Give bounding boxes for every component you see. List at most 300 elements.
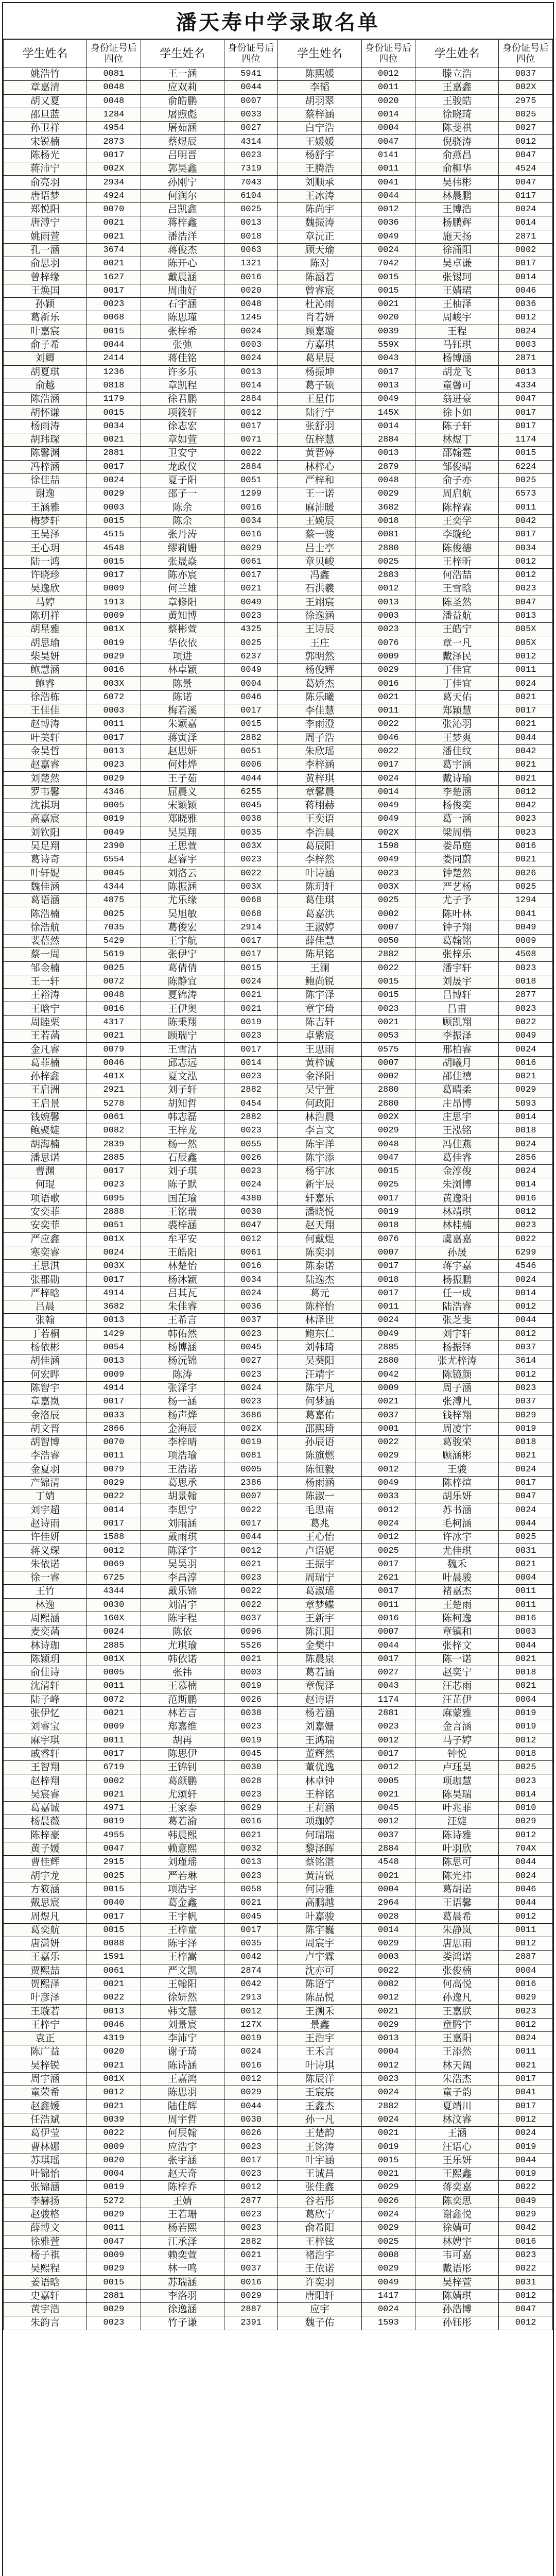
table-row [4,284,553,297]
id-last4-cell: 0024 [361,2208,415,2221]
admission-table [3,39,553,2330]
student-name-cell: 孙卫祥 [4,122,87,135]
student-name-cell: 王若珊 [141,2208,224,2221]
student-name-cell: 陈乐曦 [278,690,361,704]
table-row [4,1693,553,1706]
student-name-cell: 邱志远 [141,1056,224,1070]
id-last4-cell: 0025 [87,1869,141,1883]
student-name-cell: 邵翰霆 [415,447,499,460]
id-last4-cell: 0021 [224,1557,278,1571]
id-last4-cell: 2884 [224,460,278,473]
id-last4-cell: 0027 [224,122,278,135]
student-name-cell: 钟悦 [415,1747,499,1760]
id-last4-cell: 0021 [224,1896,278,1910]
student-name-cell: 周子浩 [278,731,361,744]
student-name-cell: 葛宇涵 [415,758,499,772]
table-row [4,2302,553,2316]
id-last4-cell: 0045 [224,1910,278,1923]
table-row [4,839,553,853]
student-name-cell: 孙钰彤 [415,2316,499,2330]
student-name-cell: 赵博涛 [4,718,87,731]
student-name-cell: 林诗珈 [4,1639,87,1652]
id-last4-cell: 0070 [87,202,141,216]
id-last4-cell: 0012 [361,1815,415,1828]
id-last4-cell: 0025 [87,907,141,921]
student-name-cell: 吴宁萱 [278,1083,361,1097]
student-name-cell: 缪莉姗 [141,541,224,555]
student-name-cell: 张尤梓涛 [415,1354,499,1368]
student-name-cell: 陈涛 [141,1368,224,1381]
student-name-cell: 王梓铭 [278,1788,361,1801]
id-last4-cell: 0024 [87,1625,141,1639]
table-row [4,1178,553,1192]
table-row [4,325,553,338]
student-name-cell: 葛诗奇 [4,853,87,867]
student-name-cell: 金海辰 [141,1422,224,1435]
student-name-cell: 尤佳琪 [415,1544,499,1557]
id-last4-cell: 6224 [499,460,553,473]
id-last4-cell: 0014 [224,379,278,392]
id-last4-cell: 0020 [361,311,415,325]
student-name-cell: 陈泰诺 [278,1260,361,1273]
id-last4-cell: 0014 [224,1056,278,1070]
id-last4-cell: 0029 [361,1124,415,1138]
id-last4-cell: 0002 [361,1070,415,1083]
student-name-cell: 胡羽翠 [278,94,361,108]
student-name-cell: 杨雨涵 [278,1476,361,1489]
id-last4-cell: 0045 [87,867,141,880]
id-last4-cell: 0023 [224,1720,278,1734]
student-name-cell: 孙浩博 [415,2302,499,2316]
table-row [4,677,553,690]
id-last4-cell: 0024 [87,1246,141,1259]
id-last4-cell: 0029 [87,2302,141,2316]
id-last4-cell: 4548 [87,541,141,555]
student-name-cell: 寒奕睿 [4,1246,87,1259]
id-last4-cell: 0049 [224,664,278,677]
student-name-cell: 陈智宇 [4,1381,87,1395]
id-last4-cell: 0017 [361,1747,415,1760]
id-last4-cell: 0061 [87,1110,141,1124]
id-last4-cell: 0021 [499,1652,553,1666]
student-name-cell: 孙刚宁 [141,176,224,189]
student-name-cell: 章修阳 [141,596,224,609]
student-name-cell: 高鹏越 [278,1896,361,1910]
student-name-cell: 黄宇浩 [4,2302,87,2316]
student-name-cell: 王佳佳 [4,704,87,717]
id-last4-cell: 0063 [224,243,278,257]
student-name-cell: 俞思羽 [4,257,87,270]
student-name-cell: 张梓文 [415,1639,499,1652]
id-last4-cell: 0023 [224,1368,278,1381]
id-last4-cell: 0025 [499,1761,553,1774]
table-row [4,487,553,501]
student-name-cell: 陈奕羽 [278,1246,361,1259]
id-last4-cell: 0017 [87,1165,141,1178]
id-last4-cell: 0047 [224,1219,278,1232]
student-name-cell: 章沅正 [278,230,361,243]
id-last4-cell: 0028 [224,1774,278,1788]
student-name-cell: 李雨澄 [278,718,361,731]
table-row [4,393,553,406]
id-last4-cell: 0021 [224,989,278,1002]
id-last4-cell: 3682 [361,501,415,514]
student-name-cell: 邵旦蓝 [4,108,87,121]
id-last4-cell: 0049 [361,393,415,406]
student-name-cell: 朱浩杰 [415,2072,499,2086]
id-last4-cell: 0007 [361,921,415,934]
id-last4-cell: 0010 [499,1802,553,1815]
student-name-cell: 胡又夏 [4,94,87,108]
student-name-cell: 吴昊翔 [141,826,224,839]
student-name-cell: 张溥凡 [415,1395,499,1409]
student-name-cell: 黄晋婷 [278,447,361,460]
id-last4-cell: 0021 [499,2059,553,2072]
id-last4-cell: 0021 [499,718,553,731]
id-last4-cell: 0020 [87,2154,141,2167]
id-last4-cell: 0032 [224,1842,278,1855]
id-last4-cell: 0015 [224,961,278,975]
student-name-cell: 王翰阳 [141,1977,224,1991]
id-last4-cell: 2882 [224,1083,278,1097]
student-name-cell: 潘思诺 [4,1151,87,1164]
table-row [4,650,553,663]
table-row [4,1896,553,1910]
table-row [4,338,553,351]
student-name-cell: 杨鹏辉 [415,216,499,230]
student-name-cell: 金凡睿 [4,1043,87,1056]
id-last4-cell: 2882 [361,2099,415,2113]
student-name-cell: 林汶睿 [415,2113,499,2126]
id-last4-cell: 0037 [499,67,553,81]
id-last4-cell: 1321 [224,257,278,270]
table-row [4,1354,553,1368]
student-name-cell: 葛倩倩 [141,961,224,975]
id-last4-cell: 1174 [361,1693,415,1706]
id-last4-cell: 0014 [499,216,553,230]
table-row [4,1124,553,1138]
student-name-cell: 戴雨琪 [141,1531,224,1544]
id-last4-cell: 0013 [499,365,553,379]
student-name-cell: 戚睿轩 [4,1747,87,1760]
id-last4-cell: 0044 [499,1639,553,1652]
header-student-name: 学生姓名 [4,40,87,67]
student-name-cell: 张泽宇 [141,1381,224,1395]
id-last4-cell: 0049 [361,2276,415,2289]
id-last4-cell: 1245 [224,311,278,325]
student-name-cell: 俞子希 [4,338,87,351]
id-last4-cell: 0027 [224,1354,278,1368]
header-student-name: 学生姓名 [278,40,361,67]
student-name-cell: 刘子琪 [141,1165,224,1178]
header-student-name: 学生姓名 [415,40,499,67]
student-name-cell: 章镇和 [415,1625,499,1639]
student-name-cell: 葛晴柔 [415,1083,499,1097]
student-name-cell: 谢逸 [4,487,87,501]
student-name-cell: 刘顺承 [278,176,361,189]
id-last4-cell: 0029 [361,1449,415,1463]
id-last4-cell: 0025 [361,1544,415,1557]
id-last4-cell: 7043 [224,176,278,189]
id-last4-cell: 0028 [361,1910,415,1923]
id-last4-cell: 0047 [87,1842,141,1855]
id-last4-cell: 0021 [224,582,278,596]
student-name-cell: 章如萱 [141,433,224,447]
id-last4-cell: 0015 [361,1165,415,1178]
id-last4-cell: 0058 [224,1883,278,1896]
id-last4-cell: 0011 [87,1449,141,1463]
student-name-cell: 王乐妍 [415,2154,499,2167]
student-name-cell: 吕其瓦 [141,1286,224,1300]
id-last4-cell: 2888 [87,1205,141,1218]
table-row [4,2248,553,2262]
id-last4-cell: 0068 [224,907,278,921]
id-last4-cell: 0018 [499,975,553,988]
id-last4-cell: 0021 [499,1557,553,1571]
id-last4-cell: 0048 [87,94,141,108]
table-row [4,718,553,731]
student-name-cell: 陈叶林 [415,907,499,921]
id-last4-cell: 005X [499,623,553,636]
table-row [4,1856,553,1869]
id-last4-cell: 0022 [224,1585,278,1598]
id-last4-cell: 2885 [87,1639,141,1652]
id-last4-cell: 0023 [499,1774,553,1788]
id-last4-cell: 2873 [87,135,141,148]
id-last4-cell: 0044 [499,1856,553,1869]
student-name-cell: 许奕羽 [278,2276,361,2289]
id-last4-cell: 0017 [224,935,278,948]
student-name-cell: 童馨可 [415,379,499,392]
id-last4-cell: 1179 [87,393,141,406]
id-last4-cell: 0048 [87,81,141,94]
id-last4-cell: 0046 [499,284,553,297]
student-name-cell: 陈奕思 [415,2194,499,2208]
id-last4-cell: 0024 [499,1138,553,1151]
student-name-cell: 严应鑫 [4,1232,87,1246]
student-name-cell: 朱浏博 [415,1178,499,1192]
table-row [4,853,553,867]
id-last4-cell: 0030 [224,2113,278,2126]
student-name-cell: 何政阳 [278,1097,361,1110]
table-row [4,1327,553,1341]
student-name-cell: 蒋俊杰 [141,243,224,257]
id-last4-cell: 0072 [87,975,141,988]
student-name-cell: 王振宇 [278,1557,361,1571]
id-last4-cell: 0016 [499,1056,553,1070]
id-last4-cell: 0021 [224,1828,278,1842]
table-row [4,298,553,311]
student-name-cell: 吕凯鑫 [141,202,224,216]
student-name-cell: 葛骏荣 [415,1435,499,1449]
id-last4-cell: 4319 [87,2032,141,2045]
student-name-cell: 马子婷 [415,1734,499,1747]
student-name-cell: 王启景 [4,1097,87,1110]
id-last4-cell: 6725 [87,1571,141,1584]
id-last4-cell: 0019 [224,1435,278,1449]
table-row [4,135,553,148]
id-last4-cell: 0005 [224,1463,278,1476]
id-last4-cell: 2882 [224,731,278,744]
student-name-cell: 陆浩睿 [415,1300,499,1314]
id-last4-cell: 1417 [361,2289,415,2302]
table-row [4,1219,553,1232]
id-last4-cell: 0012 [499,555,553,568]
id-last4-cell: 0011 [499,2045,553,2059]
id-last4-cell: 0044 [224,81,278,94]
id-last4-cell: 0018 [499,1435,553,1449]
student-name-cell: 葛俊宏 [141,921,224,934]
id-last4-cell: 0025 [361,894,415,907]
student-name-cell: 杨振铎 [415,1341,499,1354]
id-last4-cell: 0024 [224,2045,278,2059]
student-name-cell: 叶嘉骏 [278,1910,361,1923]
id-last4-cell: 0024 [361,1314,415,1327]
student-name-cell: 王思淇 [4,1260,87,1273]
id-last4-cell: 2884 [224,393,278,406]
table-row [4,270,553,284]
id-last4-cell: 0051 [87,1219,141,1232]
id-last4-cell: 0016 [224,2276,278,2289]
student-name-cell: 王泓铭 [415,1124,499,1138]
table-row [4,94,553,108]
header-id-last4: 身份证号后四位 [361,40,415,67]
id-last4-cell: 0016 [224,1815,278,1828]
id-last4-cell: 0029 [87,1476,141,1489]
student-name-cell: 陈婧琪 [415,2289,499,2302]
id-last4-cell: 0021 [499,772,553,785]
student-name-cell: 宋锐楠 [4,135,87,148]
student-name-cell: 蔡一骏 [278,528,361,541]
student-name-cell: 俞柳华 [415,162,499,176]
id-last4-cell: 0029 [87,487,141,501]
id-last4-cell: 0016 [87,664,141,677]
student-name-cell: 唐溥宁 [4,216,87,230]
student-name-cell: 王子茹 [141,772,224,785]
table-row [4,1571,553,1584]
student-name-cell: 黄梓琪 [278,772,361,785]
student-name-cell: 陈余 [141,501,224,514]
id-last4-cell: 0043 [361,1680,415,1693]
id-last4-cell: 0012 [499,1937,553,1950]
student-name-cell: 何宏晔 [4,1368,87,1381]
table-row [4,1747,553,1760]
student-name-cell: 高嘉宸 [4,812,87,826]
student-name-cell: 王若菡 [4,1029,87,1043]
id-last4-cell: 0061 [224,555,278,568]
id-last4-cell: 0011 [499,501,553,514]
id-last4-cell: 0022 [361,1964,415,1977]
id-last4-cell: 0024 [224,1381,278,1395]
id-last4-cell: 0019 [361,1205,415,1218]
student-name-cell: 陈诗雅 [415,1828,499,1842]
student-name-cell: 卫安宁 [141,447,224,460]
id-last4-cell: 0017 [87,731,141,744]
id-last4-cell: 2934 [87,176,141,189]
student-name-cell: 董优逸 [278,1761,361,1774]
id-last4-cell: 0047 [499,1490,553,1503]
student-name-cell: 朱佳睿 [141,1300,224,1314]
id-last4-cell: 0081 [361,528,415,541]
student-name-cell: 王诚昌 [278,2167,361,2181]
id-last4-cell: 0017 [87,568,141,582]
student-name-cell: 陈柯逸 [415,1612,499,1625]
student-name-cell: 陈玥祥 [4,609,87,622]
id-last4-cell: 0012 [361,67,415,81]
id-last4-cell: 0049 [361,853,415,867]
id-last4-cell: 0024 [499,1043,553,1056]
id-last4-cell: 0023 [361,867,415,880]
id-last4-cell: 1429 [87,1327,141,1341]
id-last4-cell: 0023 [224,1571,278,1584]
id-last4-cell: 0016 [224,270,278,284]
table-row [4,1273,553,1286]
student-name-cell: 陈梓乔 [141,2181,224,2194]
student-name-cell: 王星伟 [278,393,361,406]
table-row [4,1314,553,1327]
table-row [4,1951,553,1964]
student-name-cell: 章贝峻 [278,555,361,568]
id-last4-cell: 6719 [87,1761,141,1774]
student-name-cell: 李韬 [278,81,361,94]
table-row [4,1029,553,1043]
id-last4-cell: 0029 [87,772,141,785]
student-name-cell: 王鸿瑞 [278,1734,361,1747]
student-name-cell: 杨一然 [141,1138,224,1151]
student-name-cell: 张俊楠 [415,1964,499,1977]
student-name-cell: 陆一鸿 [4,555,87,568]
student-name-cell: 赵嘉睿 [4,758,87,772]
id-last4-cell: 0023 [224,1869,278,1883]
id-last4-cell: 0037 [499,1341,553,1354]
student-name-cell: 李赫扬 [4,2194,87,2208]
student-name-cell: 周宇涵 [4,2072,87,2086]
id-last4-cell: 0022 [224,867,278,880]
student-name-cell: 赵睿宇 [141,853,224,867]
student-name-cell: 刘宇轩 [415,1327,499,1341]
student-name-cell: 葛淑瑶 [278,1585,361,1598]
id-last4-cell: 0024 [499,1463,553,1476]
id-last4-cell: 0016 [224,501,278,514]
id-last4-cell: 0041 [499,2086,553,2099]
student-name-cell: 赵天翔 [278,1219,361,1232]
id-last4-cell: 0029 [361,2262,415,2276]
student-name-cell: 孙晟 [415,1246,499,1259]
id-last4-cell: 0017 [87,1747,141,1760]
table-row [4,2072,553,2086]
id-last4-cell: 0015 [361,284,415,297]
id-last4-cell: 145X [361,406,415,419]
id-last4-cell: 0015 [87,514,141,528]
id-last4-cell: 0044 [499,1517,553,1530]
id-last4-cell: 0022 [224,1598,278,1612]
id-last4-cell: 4344 [87,880,141,893]
student-name-cell: 唐阳轩 [278,2289,361,2302]
student-name-cell: 尤子予 [415,894,499,907]
id-last4-cell: 0013 [361,2032,415,2045]
header-student-name: 学生姓名 [141,40,224,67]
id-last4-cell: 0009 [499,935,553,948]
id-last4-cell: 0034 [499,541,553,555]
id-last4-cell: 0044 [499,2154,553,2167]
id-last4-cell: 4524 [499,162,553,176]
id-last4-cell: 0096 [224,1625,278,1639]
student-name-cell: 陈宇泽 [141,1937,224,1950]
id-last4-cell: 1627 [87,270,141,284]
table-row [4,609,553,622]
table-row [4,555,553,568]
student-name-cell: 王梓昕 [415,555,499,568]
